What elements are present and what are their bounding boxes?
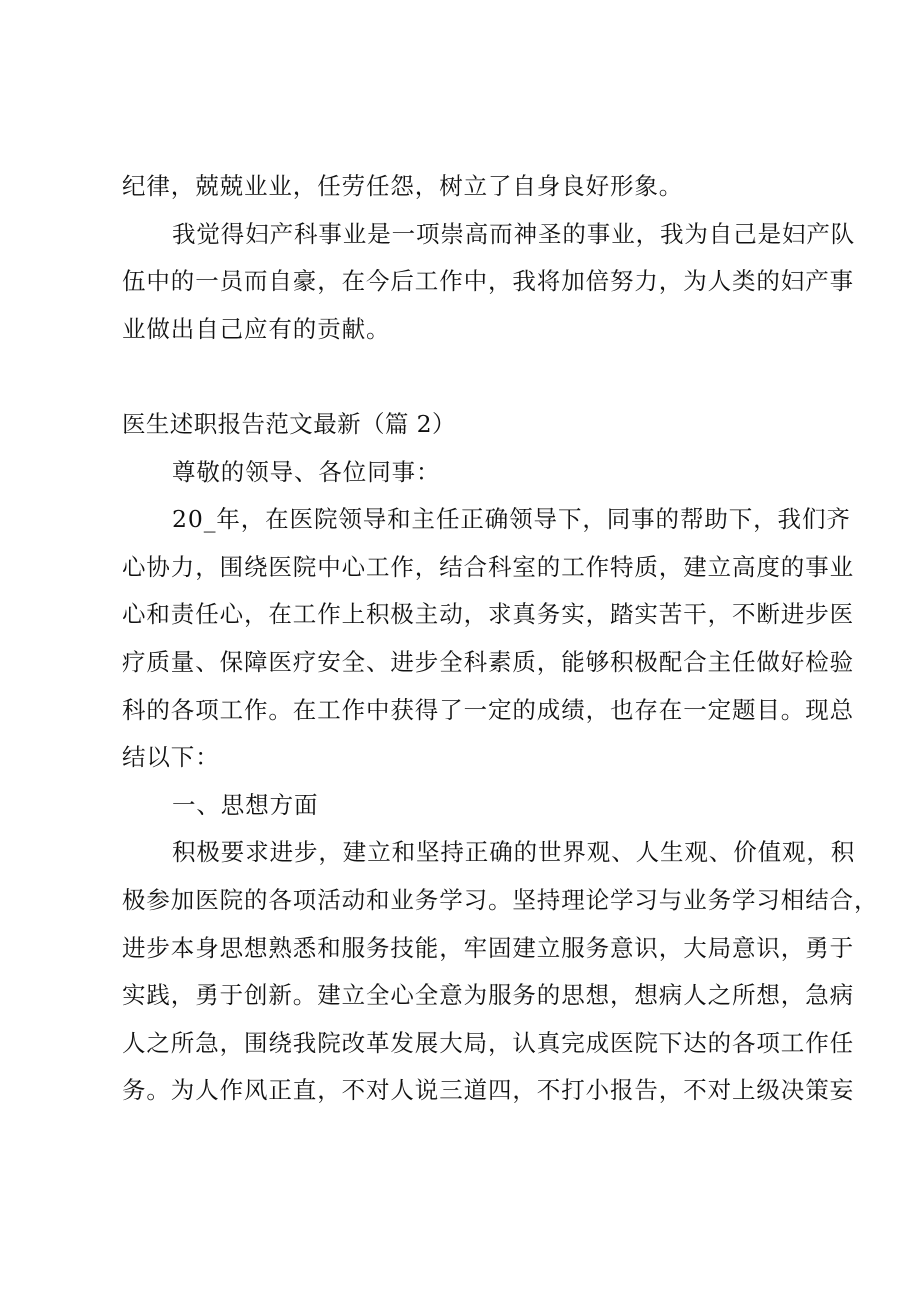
paragraph-4-line-1: 积极要求进步，建立和坚持正确的世界观、人生观、价值观，积 [172,838,856,867]
paragraph-2 [122,211,856,354]
paragraph-4-line-3: 进步本身思想熟悉和服务技能，牢固建立服务意识，大局意识，勇于 [122,933,854,962]
salutation: 尊敬的领导、各位同事： [172,457,441,486]
paragraph-3-line-3: 心和责任心，在工作上积极主动，求真务实，踏实苦干，不断进步医 [122,600,854,629]
paragraph-3-line-5: 科的各项工作。在工作中获得了一定的成绩，也存在一定题目。现总 [122,695,854,724]
paragraph-4-line-6: 务。为人作风正直，不对人说三道四，不打小报告，不对上级决策妄 [122,1076,854,1105]
section-title: 医生述职报告范文最新（篇 2） [122,409,456,438]
paragraph-1 [122,163,822,211]
paragraph-4 [122,829,879,1115]
paragraph-3-line-2: 心协力，围绕医院中心工作，结合科室的工作特质，建立高度的事业 [122,552,854,581]
paragraph-3-line-1: 20_年，在医院领导和主任正确领导下，同事的帮助下，我们齐 [172,505,851,534]
paragraph-3-line-6: 结以下： [122,743,220,772]
paragraph-4-line-4: 实践，勇于创新。建立全心全意为服务的思想，想病人之所想，急病 [122,981,854,1010]
paragraph-2-line-1: 我觉得妇产科事业是一项崇高而神圣的事业，我为自己是妇产队 [172,219,856,248]
paragraph-3-line-4: 疗质量、保障医疗安全、进步全科素质，能够积极配合主任做好检验 [122,647,854,676]
paragraph-2-line-2: 伍中的一员而自豪，在今后工作中，我将加倍努力，为人类的妇产事 [122,267,854,296]
blank-line [122,353,822,401]
paragraph-3 [122,496,854,782]
paragraph-1-line-1: 纪律，兢兢业业，任劳任怨，树立了自身良好形象。 [122,172,684,200]
subheading: 一、思想方面 [172,790,319,819]
paragraph-4-line-2: 极参加医院的各项活动和业务学习。坚持理论学习与业务学习相结合， [122,885,879,914]
paragraph-2-line-3: 业做出自己应有的贡献。 [122,314,391,343]
document-body [122,163,879,1115]
paragraph-4-line-5: 人之所急，围绕我院改革发展大局，认真完成医院下达的各项工作任 [122,1028,854,1057]
